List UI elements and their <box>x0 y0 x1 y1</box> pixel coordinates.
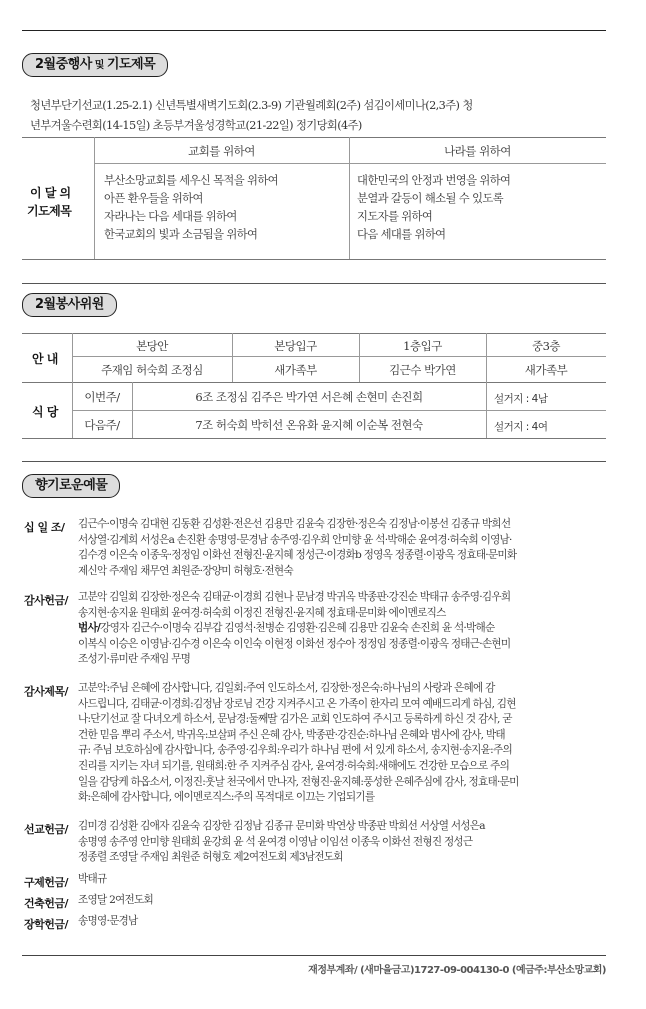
thanks-list: 고분악 김일회 김장한·정은숙 김태균·이경희 김현나 문남경 박귀옥 박종판·강진순 박태규 송주영·김우희 송지현·송지윤 원태희 윤여경·허숙희 이정진 전형진·윤지혜 정효태·문미화 에이멘로직스 범사/강영자 김근수·이명숙 김부갑 김영석·천병순 김영환·김은혜 김용만 김윤숙 손진희 윤 석·박해순 이복식 이승은 이영남·김수경 이은숙 이인숙 이현정 이화선 정수아 정정임 정종렬·이광옥 정태근·손현미 조성기·류미란 주재임 무명 <box>78 591 511 666</box>
events-line: 년부겨울수련회(14-15일) 초등부겨울성경학교(21-22일) 정기당회(4주) <box>30 119 362 132</box>
building-label: 건축헌금/ <box>24 897 69 910</box>
footer-divider <box>22 955 606 956</box>
tithe-label: 십 일 조/ <box>24 521 65 534</box>
section-divider <box>22 283 606 284</box>
church-item: 부산소망교회를 세우신 목적을 위하여 <box>104 174 278 187</box>
guide-header: 본당입구 <box>274 339 317 353</box>
section-title-offerings: 향기로운예물 <box>22 474 120 498</box>
guide-label: 안 내 <box>32 352 58 366</box>
guide-value: 새가족부 <box>524 363 568 377</box>
account-info: 재정부계좌/ (새마을금고)1727-09-004130-0 (예금주:부산소망교회) <box>308 965 606 976</box>
events-line: 청년부단기선교(1.25-2.1) 신년특별새벽기도회(2.3-9) 기관월례회(2주) 섬김이세미나(2,3주) 청 <box>30 99 473 112</box>
tithe-list: 김근수·이명숙 김대현 김동환 김성환·전은선 김용만 김윤숙 김장한·정은숙 김정남·이봉선 김종규 박희선 서상열·김계희 서성은a 손진환 송명영·문경남 송주영·김우희 안미향 윤 석·박해순 윤여경·허숙희 이영남· 김수경 이은숙 이종욱·정정임 이화선 전형진·윤지혜 정성근·이경화b 정영옥 정종렬·이광옥 정효태·문미화 제신악 주재임 채무연 최원준·장양미 허형호·전현숙 <box>78 518 517 577</box>
section-title-events: 2월중행사 및 기도제목 <box>22 53 168 77</box>
building-list: 조영달 2여전도회 <box>78 894 153 906</box>
prayer-table-top <box>22 137 606 138</box>
top-divider <box>22 30 606 31</box>
meal-team: 7조 허숙희 박히선 온유화 윤지혜 이순복 전현숙 <box>195 418 423 432</box>
vol-table-top <box>22 333 606 334</box>
meal-label: 식 당 <box>32 405 58 419</box>
prayer-label: 이 달 의 <box>30 186 71 200</box>
relief-label: 구제헌금/ <box>24 876 69 889</box>
guide-header: 중3층 <box>531 339 561 353</box>
guide-header: 1층입구 <box>403 339 442 353</box>
thanks-topics-label: 감사제목/ <box>24 685 69 698</box>
nation-header: 나라를 위하여 <box>444 144 511 158</box>
guide-value: 주재임 허숙희 조정심 <box>101 363 203 377</box>
prayer-label: 기도제목 <box>27 204 72 218</box>
church-item: 한국교회의 빛과 소금됨을 위하여 <box>104 228 258 241</box>
nation-item: 분열과 갈등이 해소될 수 있도록 <box>357 192 504 205</box>
scholarship-label: 장학헌금/ <box>24 918 69 931</box>
nation-item: 지도자를 위하여 <box>357 210 433 223</box>
mission-list: 김미경 김성환 김애자 김윤숙 김장한 김정남 김종규 문미화 박연상 박종판 박희선 서상열 서성은a 송명영 송주영 안미향 원태희 윤강희 윤 석 윤여경 이영남 이임선 이종욱 이화선 전형진 정성근 정종렬 조영달 주재임 최원준 허형호 제2여전도회 제3남전도회 <box>78 820 485 864</box>
guide-value: 김근수 박가연 <box>389 363 456 377</box>
vol-table-line <box>72 410 606 411</box>
church-item: 자라나는 다음 세대를 위하여 <box>104 210 237 223</box>
meal-dishes: 설거지 : 4여 <box>494 421 548 433</box>
prayer-table-divider <box>94 163 606 164</box>
meal-team: 6조 조정심 김주은 박가연 서은혜 손현미 손진희 <box>195 390 423 404</box>
nation-item: 다음 세대를 위하여 <box>357 228 446 241</box>
relief-list: 박태규 <box>78 873 107 885</box>
prayer-table-bottom <box>22 259 606 260</box>
scholarship-list: 송명영·문경남 <box>78 915 138 927</box>
thanks-topics-list: 고분악:주님 은혜에 감사합니다, 김일회:주여 인도하소서, 김장한·정은숙:하나님의 사랑과 은혜에 감 사드립니다, 김태균·이경희:김정남 장로님 건강 지켜주시고 온 가족이 한자리 모여 예배드리게 하심, 김현 나:단기선교 잘 다녀오게 하소서, 문남경:둘째딸 김가은 교회 인도하여 주시고 등록하게 하신 것 감사, 굳 건한 믿음 뿌리 주소서, 박귀옥:보살펴 주신 은혜 감사, 박종판·강진순:하나님 은혜와 범사에 감사, 박태 규: 주님 보호하심에 감사합니다, 송주영·김우희:우리가 하나님 편에 서 있게 하소서, 송지현·송지윤:주의 진리를 지키는 자녀 되기를, 원태희:한 주 지켜주심 감사, 윤여경·허숙희:새해에도 건강한 모습으로 주의 일을 감당케 하옵소서, 이정진:훗날 천국에서 만나자, 전형진·윤지혜:풍성한 은혜주심에 감사, 정효태·문미 화:은혜에 감사합니다, 에이멘로직스:주의 목적대로 이끄는 기업되기를 <box>78 682 519 804</box>
section-title-volunteers: 2월봉사위원 <box>22 293 117 317</box>
vol-table-bottom <box>22 438 606 439</box>
church-header: 교회를 위하여 <box>188 144 255 158</box>
guide-value: 새가족부 <box>274 363 317 377</box>
vol-table-line <box>22 382 606 383</box>
vol-table-line <box>72 356 606 357</box>
meal-dishes: 설거지 : 4남 <box>494 393 548 405</box>
guide-header: 본당안 <box>136 339 168 353</box>
church-item: 아픈 환우들을 위하여 <box>104 192 203 205</box>
nation-item: 대한민국의 안정과 번영을 위하여 <box>357 174 511 187</box>
mission-label: 선교헌금/ <box>24 823 69 836</box>
thanks-label: 감사헌금/ <box>24 594 69 607</box>
section-divider <box>22 461 606 462</box>
meal-week: 이번주/ <box>84 390 120 404</box>
meal-week: 다음주/ <box>84 418 120 432</box>
